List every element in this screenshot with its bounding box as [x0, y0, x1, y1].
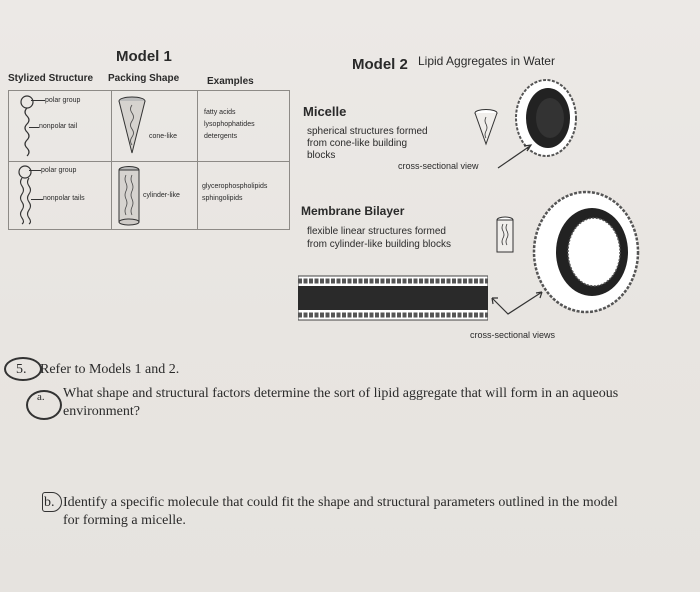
cylinder-shape-icon — [117, 165, 141, 227]
nonpolar-tail-label: nonpolar tail — [39, 123, 78, 130]
nonpolar-tails-label: nonpolar tails — [43, 195, 85, 202]
bilayer-arrows-icon — [488, 288, 548, 322]
question-intro: Refer to Models 1 and 2. — [40, 362, 180, 377]
micelle-desc-line2: from cone-like building — [307, 138, 408, 149]
example-glycerophospholipids: glycerophospholipids — [202, 183, 268, 190]
col-header-examples: Examples — [207, 76, 254, 87]
micelle-heading: Micelle — [303, 104, 347, 119]
cylinder-like-label: cylinder-like — [143, 192, 180, 199]
cone-shape-icon — [117, 95, 147, 157]
part-b-line2: for forming a micelle. — [63, 513, 186, 528]
model1-title: Model 1 — [116, 48, 172, 65]
polar-group-label-2: polar group — [41, 167, 77, 174]
flat-bilayer-icon — [298, 272, 488, 324]
polar-group-label: polar group — [45, 97, 81, 104]
part-a-line2: environment? — [63, 404, 140, 419]
bilayer-desc-line1: flexible linear structures formed — [307, 226, 446, 237]
part-a-line1: What shape and structural factors determine the sort of lipid aggregate that will form in an aqueous — [63, 386, 619, 401]
example-fatty-acids: fatty acids — [204, 109, 236, 116]
micelle-desc-line3: blocks — [307, 150, 336, 161]
question-number: 5. — [16, 362, 27, 377]
micelle-arrow-icon — [496, 140, 536, 170]
part-a-marker: a. — [37, 391, 45, 403]
model1-table — [8, 90, 290, 230]
example-sphingolipids: sphingolipids — [202, 195, 243, 202]
micelle-desc-line1: spherical structures formed — [307, 126, 428, 137]
model2-subtitle: Lipid Aggregates in Water — [418, 54, 555, 68]
bilayer-cylinder-icon — [495, 216, 515, 256]
cone-like-label: cone-like — [149, 133, 178, 140]
micelle-view-label: cross-sectional view — [398, 161, 479, 171]
example-detergents: detergents — [204, 133, 238, 140]
col-header-packing: Packing Shape — [108, 73, 180, 84]
double-tail-lipid-icon — [13, 165, 47, 229]
part-b-line1: Identify a specific molecule that could fit the shape and structural parameters outlined in the model — [63, 495, 618, 510]
model2-title: Model 2 — [352, 56, 408, 73]
part-b-marker: b. — [44, 495, 55, 510]
example-lysophophatides: lysophophatides — [204, 121, 255, 128]
col-header-stylized: Stylized Structure — [8, 73, 94, 84]
bilayer-view-label: cross-sectional views — [470, 330, 556, 340]
bilayer-heading: Membrane Bilayer — [301, 204, 405, 218]
bilayer-desc-line2: from cylinder-like building blocks — [307, 239, 451, 250]
